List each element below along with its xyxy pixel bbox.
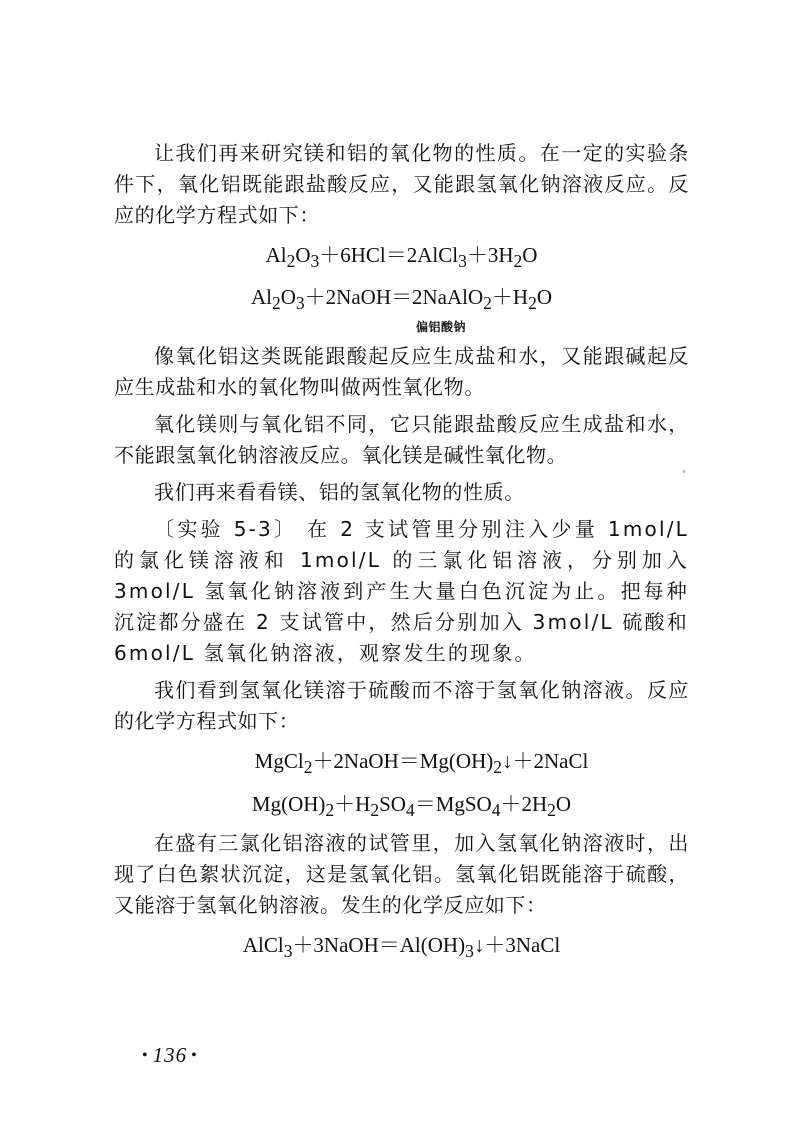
paragraph-amphoteric-definition: 像氧化铝这类既能跟酸起反应生成盐和水，又能跟碱起反应生成盐和水的氧化物叫做两性氧化物。 <box>114 344 689 400</box>
page-number <box>138 1043 202 1068</box>
page-number-dot-left: • <box>142 1047 149 1064</box>
equation-al2o3-hcl: $Al_2O_3+6HCl=2AlCl_3+3H_2O$ <box>265 243 538 272</box>
equation-mgoh2-h2so4: $Mg(OH)_2+H_2SO_4=MgSO_4+2H_2O$ <box>251 791 572 820</box>
paragraph-magnesium-oxide: 氧化镁则与氧化铝不同，它只能跟盐酸反应生成盐和水，不能跟氢氧化钠溶液反应。氧化镁是碱性氧化物。 <box>114 412 689 468</box>
page-number-dot-right: • <box>191 1047 198 1064</box>
equation-mgcl2-naoh: $MgCl_2+2NaOH=Mg(OH)_2↓+2NaCl$ <box>254 749 589 778</box>
scan-speck <box>683 470 685 473</box>
paragraph-hydroxides-intro: 我们再来看看镁、铝的氢氧化物的性质。 <box>154 480 525 505</box>
paragraph-aluminum-oxide-intro: 让我们再来研究镁和铝的氧化物的性质。在一定的实验条件下，氧化铝既能跟盐酸反应，又能跟氢氧化钠溶液反应。反应的化学方程式如下： <box>114 141 689 227</box>
paragraph-experiment-5-3: 〔实验 5-3〕 在 2 支试管里分别注入少量 1mol/L 的氯化镁溶液和 1mol/L 的三氯化铝溶液，分别加入 3mol/L 氢氧化钠溶液到产生大量白色沉淀为止。把每种沉淀都分盛在 2 支试管中，然后分别加入 3mol/L 硫酸和 6mol/L 氢氧化钠溶液，观察发生的现象。 <box>114 517 689 666</box>
equation-alcl3-naoh: $AlCl_3+3NaOH=Al(OH)_3↓+3NaCl$ <box>242 932 561 961</box>
equation-annotation-sodium-metaaluminate: 偏铝酸钠 <box>416 320 467 335</box>
page-number-value: 136 <box>152 1043 188 1067</box>
textbook-page <box>114 138 689 969</box>
paragraph-magnesium-hydroxide-observation: 我们看到氢氧化镁溶于硫酸而不溶于氢氧化钠溶液。反应的化学方程式如下： <box>114 678 689 734</box>
paragraph-aluminum-hydroxide: 在盛有三氯化铝溶液的试管里，加入氢氧化钠溶液时，出现了白色絮状沉淀，这是氢氧化铝。氢氧化铝既能溶于硫酸，又能溶于氢氧化钠溶液。发生的化学反应如下： <box>114 830 689 917</box>
equation-al2o3-naoh: $Al_2O_3+2NaOH=2NaAlO_2+H_2O$ <box>251 285 552 314</box>
